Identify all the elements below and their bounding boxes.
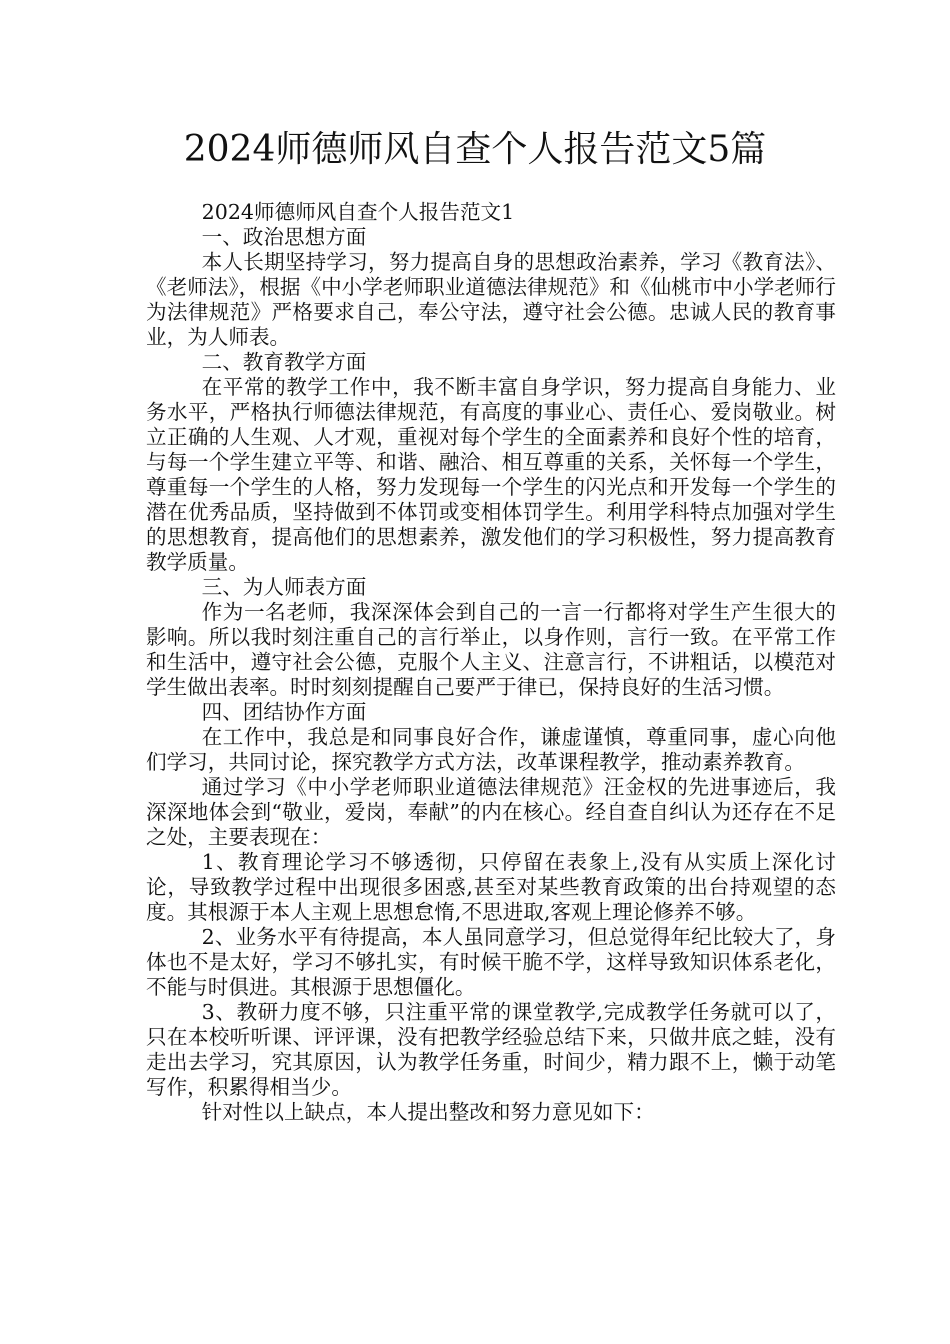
body-paragraph: 通过学习《中小学老师职业道德法律规范》汪金权的先进事迹后，我深深地体会到“敬业，爱岗，奉献”的内在核心。经自查自纠认为还存在不足之处，主要表现在： — [146, 775, 836, 849]
body-paragraph: 1、教育理论学习不够透彻，只停留在表象上,没有从实质上深化讨论，导致教学过程中出现很多困惑,甚至对某些教育政策的出台持观望的态度。其根源于本人主观上思想怠惰,不思进取,客观上理论修养不够。 — [146, 850, 836, 924]
body-paragraph: 在工作中，我总是和同事良好合作，谦虚谨慎，尊重同事，虚心向他们学习，共同讨论，探究教学方式方法，改革课程教学，推动素养教育。 — [146, 725, 836, 774]
body-paragraph: 针对性以上缺点，本人提出整改和努力意见如下： — [201, 1100, 655, 1124]
section-heading: 一、政治思想方面 — [201, 225, 367, 249]
section-heading: 三、为人师表方面 — [201, 575, 367, 599]
body-paragraph: 3、教研力度不够，只注重平常的课堂教学,完成教学任务就可以了，只在本校听听课、评评课，没有把教学经验总结下来，只做井底之蛙，没有走出去学习，究其原因，认为教学任务重，时间少，精力跟不上，懒于动笔写作，积累得相当少。 — [146, 1000, 836, 1099]
body-paragraph: 作为一名老师，我深深体会到自己的一言一行都将对学生产生很大的影响。所以我时刻注重自己的言行举止，以身作则，言行一致。在平常工作和生活中，遵守社会公德，克服个人主义、注意言行，不讲粗话，以模范对学生做出表率。时时刻刻提醒自己要严于律已，保持良好的生活习惯。 — [146, 600, 836, 699]
body-paragraph: 2、业务水平有待提高，本人虽同意学习，但总觉得年纪比较大了，身体也不是太好，学习不够扎实，有时候干脆不学，这样导致知识体系老化，不能与时俱进。其根源于思想僵化。 — [146, 925, 836, 999]
body-paragraph: 在平常的教学工作中，我不断丰富自身学识，努力提高自身能力、业务水平，严格执行师德法律规范，有高度的事业心、责任心、爱岗敬业。树立正确的人生观、人才观，重视对每个学生的全面素养和良好个性的培育，与每一个学生建立平等、和谐、融洽、相互尊重的关系，关怀每一个学生，尊重每一个学生的人格，努力发现每一个学生的闪光点和开发每一个学生的潜在优秀品质，坚持做到不体罚或变相体罚学生。利用学科特点加强对学生的思想教育，提高他们的思想素养，激发他们的学习积极性，努力提高教育教学质量。 — [146, 375, 836, 574]
body-paragraph: 本人长期坚持学习，努力提高自身的思想政治素养，学习《教育法》、《老师法》，根据《中小学老师职业道德法律规范》和《仙桃市中小学老师行为法律规范》严格要求自己，奉公守法，遵守社会公德。忠诚人民的教育事业，为人师表。 — [146, 250, 836, 349]
section-heading: 二、教育教学方面 — [201, 350, 367, 374]
document-title: 2024师德师风自查个人报告范文5篇 — [183, 129, 767, 170]
document-body — [146, 200, 836, 1125]
section-heading: 四、团结协作方面 — [201, 700, 367, 724]
section-heading: 2024师德师风自查个人报告范文1 — [201, 200, 515, 224]
